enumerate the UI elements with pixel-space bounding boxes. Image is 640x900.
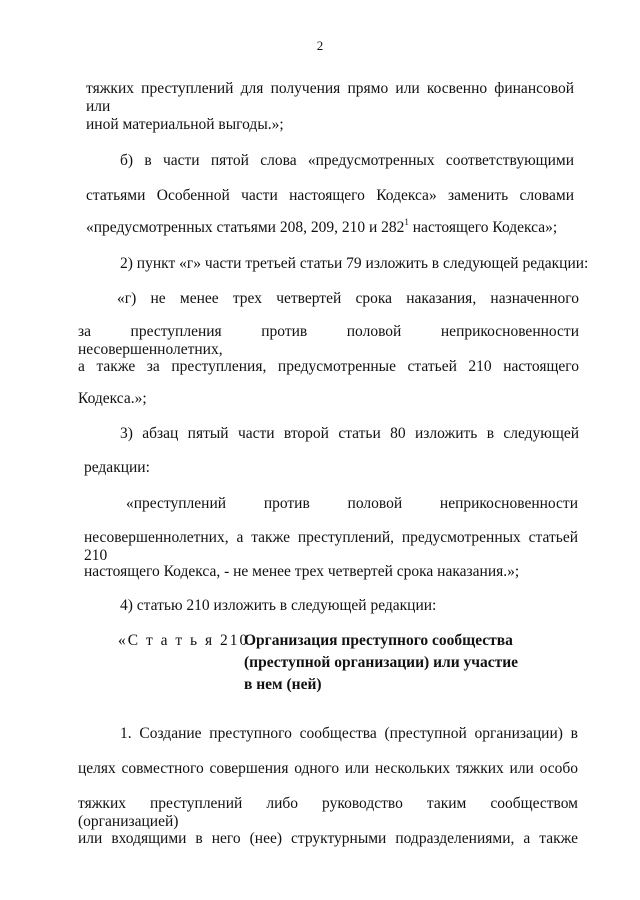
text-line: 3) абзац пятый части второй статьи 80 изложить в следующей xyxy=(120,425,579,442)
text-line: «преступлений против половой неприкосновенности xyxy=(126,495,578,512)
text-line: редакции: xyxy=(84,459,150,476)
text-line: Кодекса.»; xyxy=(78,390,147,407)
text-line: настоящего Кодекса, - не менее трех четвертей срока наказания.»; xyxy=(84,563,520,580)
text-line: а также за преступления, предусмотренные статьей 210 настоящего xyxy=(78,358,579,375)
text-line xyxy=(86,216,558,237)
text-line: тяжких преступлений для получения прямо или косвенно финансовой или xyxy=(86,80,574,115)
text-line: б) в части пятой слова «предусмотренных соответствующими xyxy=(120,152,574,169)
text-line: 4) статью 210 изложить в следующей редакции: xyxy=(120,597,437,614)
article-title: (преступной организации) или участие xyxy=(244,654,519,671)
text-line: или входящими в него (нее) структурными подразделениями, а также xyxy=(78,830,578,847)
article-title: в нем (ней) xyxy=(244,676,322,693)
text-line: «г) не менее трех четвертей срока наказания, назначенного xyxy=(117,290,579,307)
text-line: за преступления против половой неприкосновенности несовершеннолетних, xyxy=(78,323,579,358)
text-segment: «предусмотренных статьями 208, 209, 210 и 282 xyxy=(86,219,405,236)
text-line: статьями Особенной части настоящего Кодекса» заменить словами xyxy=(86,187,574,204)
text-segment: настоящего Кодекса»; xyxy=(408,219,558,236)
text-line: тяжких преступлений либо руководство таким сообществом (организацией) xyxy=(78,795,578,830)
text-line: иной материальной выгоды.»; xyxy=(86,116,284,133)
article-label: «С т а т ь я 210. xyxy=(118,632,256,649)
superscript: 1 xyxy=(404,216,409,227)
text-line: целях совместного совершения одного или нескольких тяжких или особо xyxy=(78,760,578,777)
article-title: Организация преступного сообщества xyxy=(244,632,513,649)
page-number: 2 xyxy=(316,38,324,53)
text-line: несовершеннолетних, а также преступлений, предусмотренных статьей 210 xyxy=(84,529,578,564)
text-line: 2) пункт «г» части третьей статьи 79 изложить в следующей редакции: xyxy=(120,255,589,272)
text-line: 1. Создание преступного сообщества (преступной организации) в xyxy=(120,725,578,742)
